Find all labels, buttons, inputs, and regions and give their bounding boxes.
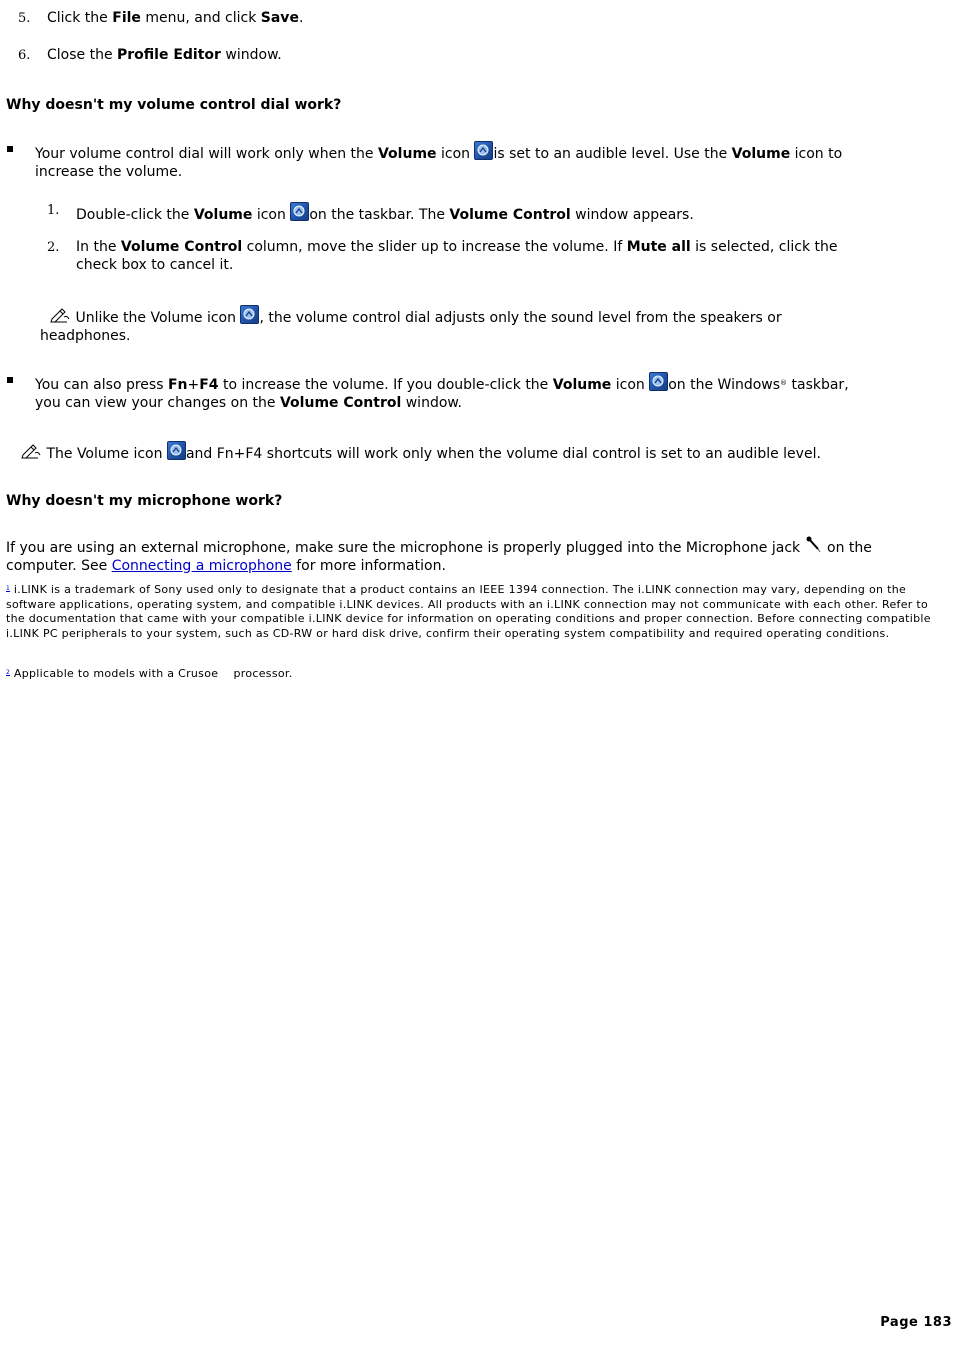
section-heading: Why doesn't my volume control dial work? [6, 97, 342, 113]
note-paragraph: The Volume icon and Fn+F4 shortcuts will work only when the volume dial control is set to an audible level. [20, 441, 940, 464]
registered-mark: ® [780, 379, 788, 387]
bullet-paragraph: You can also press Fn+F4 to increase the volume. If you double-click the Volume icon on the Windows® taskbar, you can view your changes on the Volume Control window. [35, 372, 935, 412]
footnote-ref-link[interactable]: 1 [6, 585, 11, 592]
footnote: $^2$ Applicable to models with a Crusoe processor. [6, 667, 293, 680]
square-bullet [7, 146, 13, 152]
step-text: Close the Profile Editor window. [47, 47, 282, 63]
page-number: Page 183 [880, 1315, 952, 1330]
note-pencil-icon [20, 443, 42, 460]
step-text: Click the File menu, and click Save. [47, 10, 304, 26]
step-number: 2. [47, 240, 60, 255]
microphone-paragraph: If you are using an external microphone, make sure the microphone is properly plugged into the Microphone jack on the computer. See Connecting a microphone for more information. [6, 536, 946, 575]
step-text: Double-click the Volume icon on the taskbar. The Volume Control window appears. [76, 202, 694, 225]
square-bullet [7, 377, 13, 383]
volume-icon [290, 202, 309, 221]
volume-icon [474, 141, 493, 160]
bullet-paragraph: Your volume control dial will work only when the Volume icon is set to an audible level. Use the Volume icon to increase the volume. [35, 141, 935, 181]
footnote: $^1$ i.LINK is a trademark of Sony used only to designate that a product contains an IEEE 1394 connection. The i.LINK connection may vary, depending on the software applications, operating system, and compatible i.LINK devices. All products with an i.LINK connection may not communicate with each other. Refer to the documentation that came with your compatible i.LINK device for information on operating conditions and proper connection. Before connecting compatible i.LINK PC peripherals to your system, such as CD-RW or hard disk drive, confirm their operating system compatibility and required operating conditions. [6, 583, 931, 640]
volume-icon [240, 305, 259, 324]
footnote-ref-link[interactable]: 2 [6, 669, 11, 676]
note-paragraph: Unlike the Volume icon , the volume control dial adjusts only the sound level from the speakers or headphones. [40, 305, 940, 345]
step-text: In the Volume Control column, move the slider up to increase the volume. If Mute all is selected, click the check box to cancel it. [76, 239, 838, 273]
volume-icon [649, 372, 668, 391]
step-number: 1. [47, 203, 60, 218]
connecting-microphone-link[interactable]: Connecting a microphone [111, 557, 292, 574]
step-number: 6. [18, 48, 31, 63]
step-number: 5. [18, 11, 31, 26]
note-pencil-icon [49, 307, 71, 324]
section-heading: Why doesn't my microphone work? [6, 493, 283, 509]
volume-icon [167, 441, 186, 460]
microphone-icon [805, 536, 823, 554]
